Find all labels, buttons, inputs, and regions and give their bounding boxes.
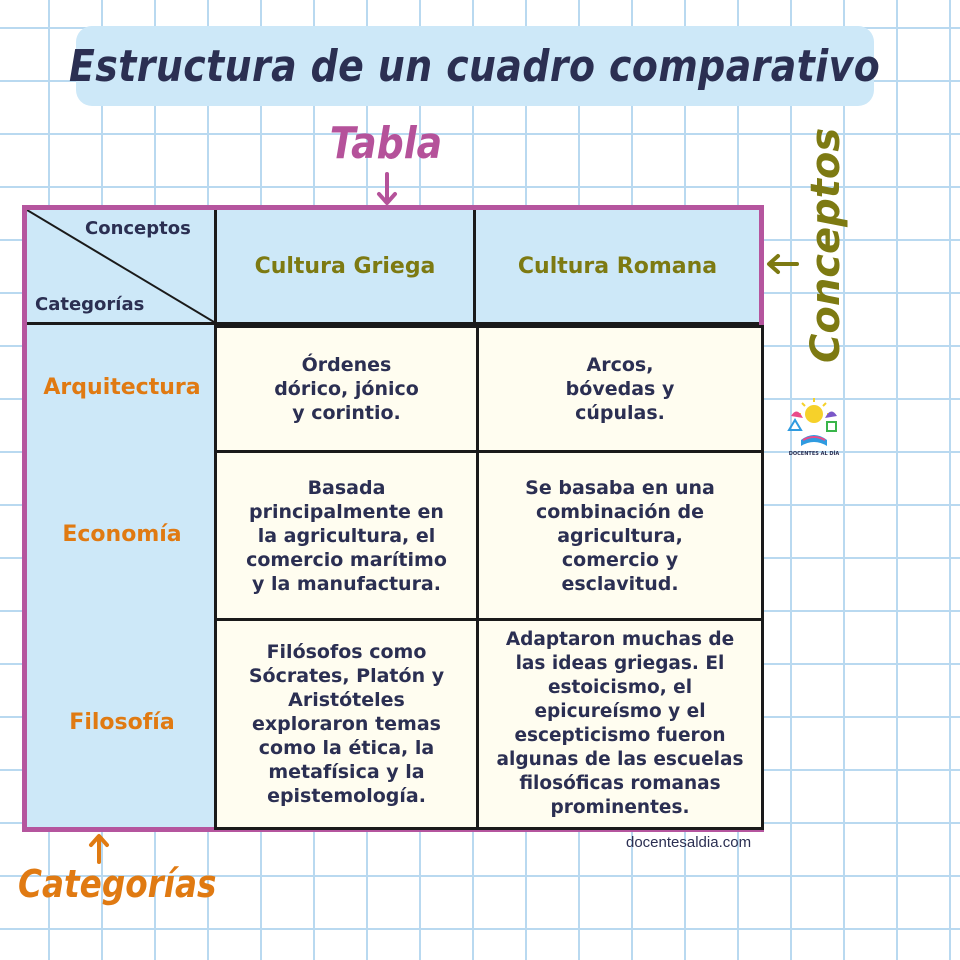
cell-text-line: Se basaba en una (525, 476, 715, 499)
cell-text-line: escepticismo fueron (514, 725, 726, 746)
arrow-up-icon (88, 832, 110, 864)
cell-text-line: Adaptaron muchas de (505, 629, 735, 650)
cell-text-line: comercio marítimo (246, 548, 447, 571)
website-label: docentesaldia.com (626, 834, 752, 851)
cell-text-line: combinación de (535, 500, 705, 523)
cell-text-line: principalmente en (249, 500, 444, 523)
cell-text-line: exploraron temas (252, 713, 441, 735)
arrow-down-icon (376, 172, 398, 208)
categorias-label: Categorías (18, 862, 217, 906)
cell-economia-romana (476, 450, 764, 621)
cell-text (497, 628, 744, 820)
category-economia: Economía (62, 521, 182, 547)
cell-text (246, 476, 447, 596)
conceptos-side-label: Conceptos (803, 127, 849, 363)
cell-text-line: cúpulas. (575, 402, 665, 424)
cell-filosofia-romana (476, 618, 764, 830)
cell-economia-griega (214, 450, 479, 621)
cell-text (249, 640, 444, 808)
cell-text-line: metafísica y la (268, 761, 425, 783)
cell-text-line: Aristóteles (288, 689, 405, 711)
cell-text (525, 476, 715, 596)
cell-text-line: como la ética, la (258, 737, 435, 759)
arrow-left-icon (764, 253, 800, 275)
cell-text-line: filosóficas romanas (519, 773, 721, 794)
corner-conceptos-label: Conceptos (85, 218, 191, 239)
cell-text-line: algunas de las escuelas (496, 749, 744, 770)
cell-text-line: y corintio. (292, 402, 401, 424)
cell-text-line: Órdenes (301, 354, 392, 376)
cell-text-line: dórico, jónico (274, 378, 419, 400)
column-header-griega: Cultura Griega (217, 210, 476, 325)
cell-text-line: la agricultura, el (257, 524, 436, 547)
cell-text-line: Arcos, (586, 354, 654, 376)
cell-text-line: Sócrates, Platón y (248, 665, 445, 687)
comparison-table (22, 205, 764, 832)
cell-text (566, 353, 675, 425)
logo-icon (781, 396, 847, 452)
logo-text: DOCENTES AL DÍA (788, 451, 840, 457)
cell-text-line: y la manufactura. (251, 572, 441, 595)
column-header-romana: Cultura Romana (476, 210, 759, 325)
cell-text-line: estoicismo, el (547, 677, 693, 698)
cell-text-line: epistemología. (267, 785, 426, 807)
tabla-label: Tabla (329, 118, 443, 169)
page-title: Estructura de un cuadro comparativo (69, 40, 881, 92)
category-arquitectura: Arquitectura (43, 375, 201, 400)
cell-arquitectura-romana (476, 325, 764, 453)
corner-categorias-label: Categorías (35, 294, 145, 315)
cell-filosofia-griega (214, 618, 479, 830)
cell-text-line: bóvedas y (565, 378, 675, 400)
cell-arquitectura-griega (214, 325, 479, 453)
corner-cell (27, 210, 217, 325)
cell-text-line: prominentes. (550, 797, 690, 818)
cell-text-line: Filósofos como (266, 641, 427, 663)
cell-text-line: las ideas griegas. El (515, 653, 725, 674)
category-filosofia: Filosofía (69, 710, 175, 735)
cell-text-line: agricultura, (557, 524, 683, 547)
cell-text-line: Basada (307, 476, 386, 499)
cell-text-line: esclavitud. (561, 572, 679, 595)
cell-text-line: comercio y (561, 548, 679, 571)
cell-text (274, 353, 419, 425)
title-banner (69, 26, 881, 106)
cell-text-line: epicureísmo y el (534, 701, 706, 722)
docentes-al-dia-logo (781, 396, 847, 466)
